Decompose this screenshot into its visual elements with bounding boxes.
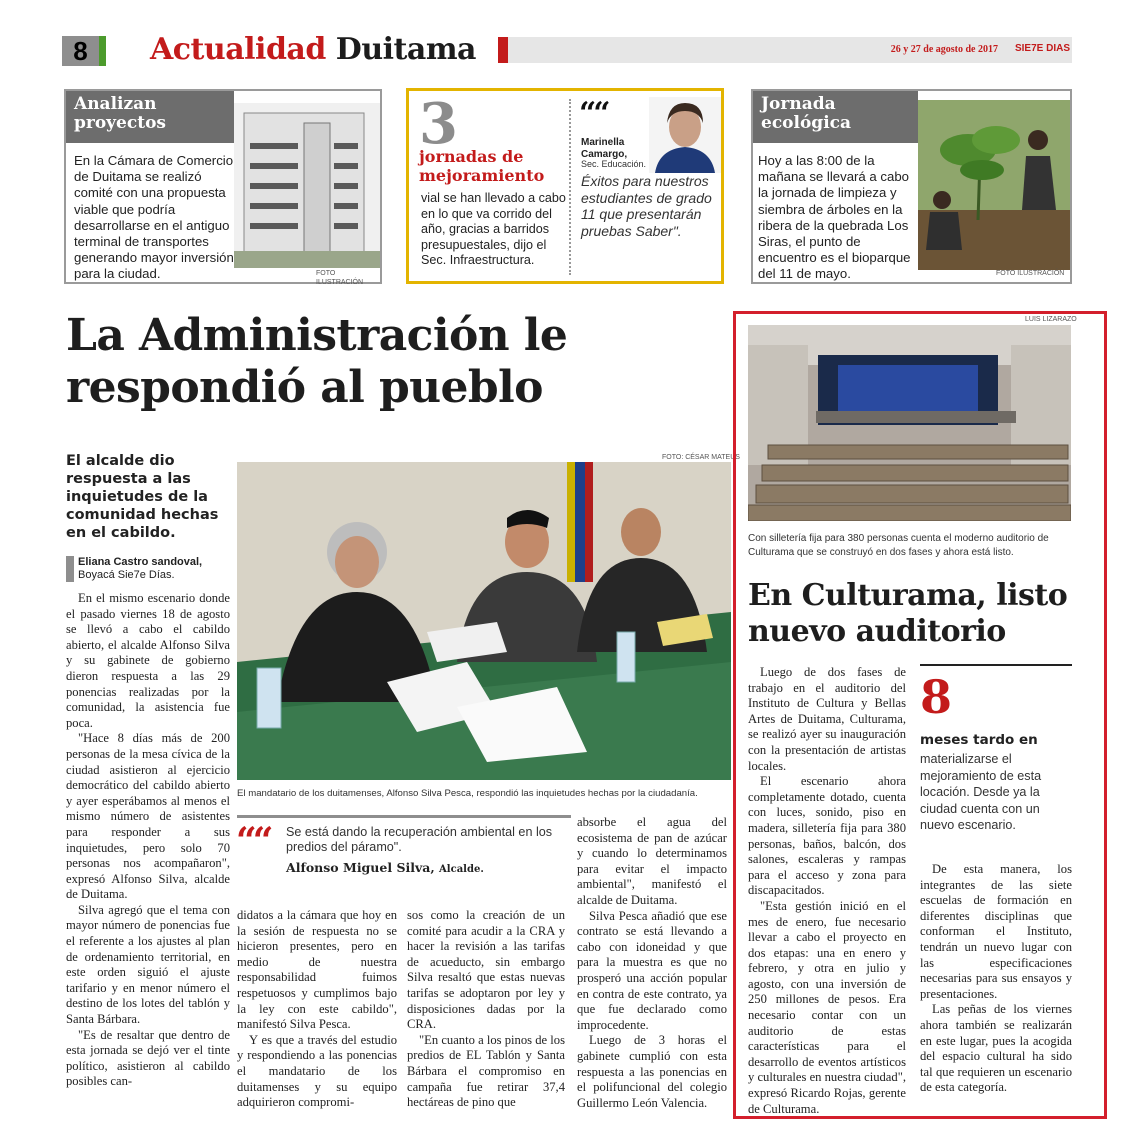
stat-text: materializarse el mejoramiento de esta locación. Desde ya la ciudad cuenta con un nuevo escenario.: [920, 752, 1042, 832]
photo-caption: El mandatario de los duitamenses, Alfonso Silva Pesca, respondió las inquietudes hechas por la ciudadanía.: [237, 788, 698, 799]
paragraph: De esta manera, los integrantes de las siete escuelas de formación en diferentes disciplinas que conforman el Instituto, tendrán un nuevo lugar con las especificaciones necesarias para sus ensayos y presentaciones.: [920, 862, 1072, 1001]
photo-credit: FOTO: CÉSAR MATEUS: [662, 454, 740, 461]
photo-caption: Con silletería fija para 380 personas cuenta el moderno auditorio de Culturama que se construyó en dos fases y ahora está listo.: [748, 533, 1049, 558]
quote-icon: ““: [236, 820, 270, 862]
brief-title: [66, 91, 234, 143]
paragraph: "Esta gestión inició en el mes de enero, fue necesario llevar a cabo el proyecto en dos etapas: una en enero y febrero, y otra en julio y agosto, con una inversión de 250 millones de pesos. Era necesario contar con un auditorio de estas características para el desarrollo de eventos artísticos y culturales en nuestra ciudad", expresó Ricardo Rojas, gerente de Culturama.: [748, 898, 906, 1116]
page-number: 8: [62, 36, 106, 66]
quote-person-name: Marinella Camargo,: [581, 137, 628, 160]
paragraph: sos como la creación de un comité para acudir a la CRA y hacer la revisión a las tarifas de acueducto, sin embargo Silva resaltó que estas nuevas tarifas se adoptaron por ley y disposiciones dadas por la CRA.: [407, 908, 565, 1032]
headline-line: respondió al pueblo: [66, 362, 543, 413]
article-column-2: [237, 908, 397, 1111]
paragraph: absorbe el agua del ecosistema de pan de azúcar y cuando lo determinamos para evitar el impacto ambiental", manifestó el alcalde de Duitama.: [577, 815, 727, 907]
pull-quote-name: Alfonso Miguel Silva,: [286, 860, 435, 875]
brief-title-line: proyectos: [74, 113, 166, 133]
paragraph: didatos a la cámara que hoy en la sesión de respuesta no se hicieron presentes, pero en medio de nuestra responsabilidad fuimos respetuosos y cumplimos bajo la ley con este cabildo", manifestó Silva Pesca.: [237, 908, 397, 1032]
auditorium-photo: [748, 325, 1071, 521]
author-name: Eliana Castro sandoval,: [78, 556, 203, 568]
building-photo: [234, 103, 380, 268]
paragraph: El escenario ahora completamente dotado, cuenta con luces, sonido, piso en madera, silletería fija para 380 personas, baños, balcón, dos salones, escaleras y rampas para el acceso y zona para discapacitados.: [748, 774, 906, 898]
tree-planting-photo: [918, 100, 1070, 270]
culturama-column-2: [920, 862, 1072, 1096]
divider: [920, 664, 1072, 666]
paragraph: Silva Pesca añadió que ese contrato se está llevando a cabo con idoneidad y que para la muestra es que no prosperó una acción popular en contra de este contrato, ya que fue declarado como improcedente.: [577, 908, 727, 1032]
headline-line: La Administración le: [66, 310, 568, 361]
brief-title-line: Analizan: [74, 94, 157, 114]
issue-date: 26 y 27 de agosto de 2017: [890, 44, 998, 55]
photo-credit: FOTO ILUSTRACIÓN: [316, 270, 364, 286]
stat-number: 8: [920, 670, 953, 724]
article-column-1: [66, 591, 230, 1090]
paragraph: "Es de resaltar que dentro de esta jornada se dejó ver el tinte político, asistieron al cabildo posibles can-: [66, 1027, 230, 1089]
article-column-4: [577, 815, 727, 1111]
author-org: Boyacá Sie7e Días.: [78, 569, 175, 581]
section-title-red: Actualidad: [150, 32, 326, 67]
culturama-column-1: [748, 665, 906, 1117]
section-title-black: Duitama: [335, 32, 476, 67]
paragraph: Luego de 3 horas el gabinete cumplió con esta respuesta a las ponencias en el polifuncional del colegio Guillermo León Valencia.: [577, 1033, 727, 1110]
divider: [569, 99, 571, 275]
paragraph: En el mismo escenario donde el pasado viernes 18 de agosto se llevó a cabo el cabildo abierto, el alcalde Alfonso Silva y su gabinete de gobierno dieron respuesta a las 29 ponencias realizadas por la comunidad, la asistencia fue poca.: [66, 591, 230, 730]
paragraph: Luego de dos fases de trabajo en el auditorio del Instituto de Cultura y Bellas Artes de Duitama, Culturama, se realizó ayer su inauguración con la presentación de artistas locales.: [748, 665, 906, 773]
main-headline: [66, 310, 726, 414]
photo-credit: LUIS LIZARAZO: [1025, 316, 1077, 323]
brief-text: vial se han llevado a cabo en lo que va corrido del año, gracias a barridos presupuestales, dijo el Sec. Infraestructura.: [421, 191, 566, 268]
section-title: [150, 32, 476, 68]
article-column-3: [407, 908, 565, 1111]
brief-title-line: ecológica: [761, 113, 852, 133]
paragraph: Las peñas de los viernes ahora también se realizarán en este lugar, pues la acogida del espacio cultural ha sido tal que requieren un escenario de esta categoría.: [920, 1002, 1072, 1095]
brief-analizan: [64, 89, 382, 284]
brief-text: En la Cámara de Comercio de Duitama se realizó comité con una propuesta viable que podría desarrollarse en el antiguo terminal de transportes generando mayor inversión para la ciudad.: [74, 153, 234, 282]
headline-line: En Culturama, listo: [748, 578, 1068, 613]
paragraph: Silva agregó que el tema con mayor número de ponencias fue el referente a los ajustes al plan de ordenamiento territorial, en este orden siguió el ajuste tarifario y en menor número el destino de los lotes del tablón y Santa Bárbara.: [66, 902, 230, 1027]
photo-credit: FOTO ILUSTRACIÓN: [996, 270, 1065, 277]
headline-line: nuevo auditorio: [748, 614, 1006, 649]
cabildo-photo: [237, 462, 731, 780]
brand-name: SIE7E DIAS: [1014, 43, 1070, 54]
brief-jornada-ecologica: [751, 89, 1072, 284]
paragraph: "En cuanto a los pinos de los predios de EL Tablón y Santa Bárbara el compromiso en campaña fue retirar 37,4 hectáreas de pino que: [407, 1032, 565, 1110]
byline: [66, 556, 231, 582]
brief-text: Hoy a las 8:00 de la mañana se llevará a cabo la jornada de limpieza y siembra de árboles en la ribera de la quebrada Los Siras, el punto de encuentro es el bioparque del 11 de mayo.: [758, 153, 911, 282]
quote-icon: ““: [579, 96, 608, 131]
brief-title-line: Jornada: [761, 94, 836, 114]
culturama-headline: [748, 578, 1078, 650]
stat-label: meses tardo en: [920, 732, 1038, 748]
brief-number: 3: [419, 91, 458, 157]
brief-jornadas: [406, 88, 724, 284]
paragraph: Y es que a través del estudio y respondiendo a las ponencias el mandatario de los duitamenses y su equipo adquirieron compromi-: [237, 1032, 397, 1110]
divider: [237, 815, 571, 818]
quote-text: Éxitos para nuestros estudiantes de grado 11 que presentarán pruebas Saber".: [581, 173, 712, 239]
pull-quote-role: Alcalde.: [439, 864, 484, 875]
brief-title: [753, 91, 918, 143]
pull-quote-author: [286, 860, 484, 877]
brief-title: jornadas de mejoramiento: [419, 147, 545, 185]
paragraph: "Hace 8 días más de 200 personas de la mesa cívica de la ciudad asistieron al ejercicio democrático del cabildo abierto y ayer esperábamos al menos el mismo número de asistentes para responder a sus inquietudes, pero solo 70 personas nos acompañaron", expresó Alfonso Silva, alcalde de Duitama.: [66, 731, 230, 902]
pull-quote-text: Se está dando la recuperación ambiental en los predios del páramo".: [286, 825, 553, 854]
portrait-photo: [649, 97, 721, 173]
quote-person-role: Sec. Educación.: [581, 159, 647, 169]
subheadline: El alcalde dio respuesta a las inquietudes de la comunidad hechas en el cabildo.: [66, 453, 219, 541]
